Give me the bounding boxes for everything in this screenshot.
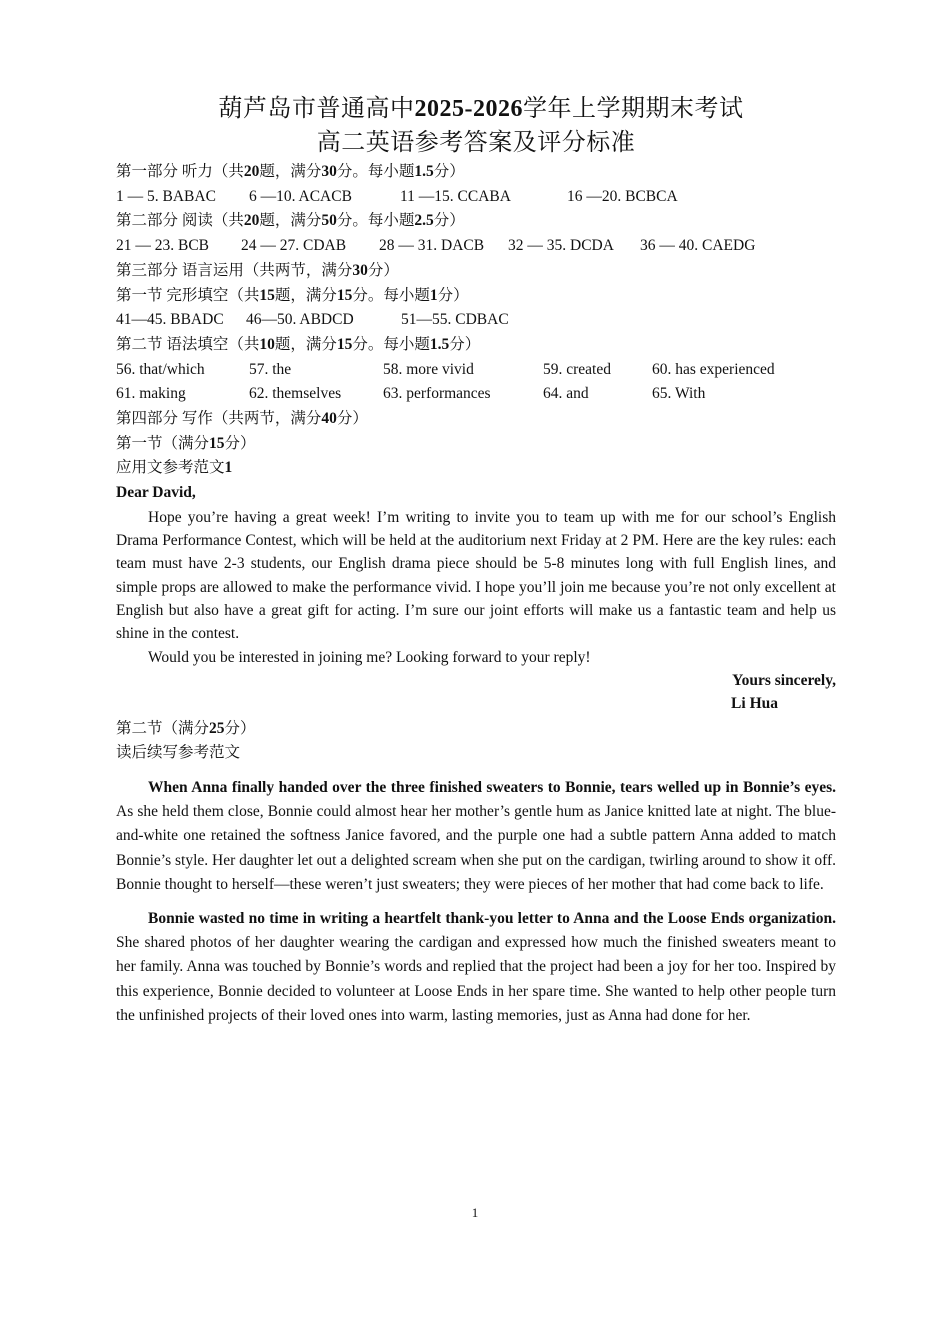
answer-group: 21 — 23. BCB (116, 237, 210, 255)
grammar-answer: 57. the (249, 360, 292, 378)
continuation-label: 读后续写参考范文 (116, 744, 241, 762)
answer-group: 1 — 5. BABAC (116, 187, 216, 205)
grammar-answer: 62. themselves (249, 385, 342, 403)
writing-sec2-heading: 第二节（满分25分） (116, 719, 256, 737)
page-title (126, 92, 836, 126)
grammar-answer: 59. created (543, 360, 611, 378)
letter-body: Hope you’re having a great week! I’m writing to invite you to team up with me for our school’s English Drama Performance Contest, which will be held at the auditorium next Friday at 2 PM. Here are the key rules: each team must have 2-3 students, our English drama piece should be 5-8 minutes long with full English lines, and simple props are allowed to make the performance vivid. I hope you’ll join me because you’re not only excellent at English but also have a great gift for acting. I’m sure our joint efforts will make us a fantastic team and help us shine in the contest. (116, 508, 836, 643)
story-paragraph-1: When Anna finally handed over the three finished sweaters to Bonnie, tears welled up in Bonnie’s eyes. As she held them close, Bonnie could almost hear her mother’s gentle hum as Janice knitted late at night. The blue-and-white one retained the softness Janice favored, and the purple one had a subtle pattern Anna added to match Bonnie’s style. Her daughter let out a delighted scream when she put on the cardigan, twirling around to show it off. Bonnie thought to herself—these weren’t just sweaters; they were pieces of her mother that had come back to life. (116, 778, 836, 893)
cloze-answers (116, 308, 836, 333)
letter-signature: Li Hua (731, 695, 778, 713)
title-year: 2025-2026 (414, 96, 523, 122)
sample-letter-label: 应用文参考范文1 (116, 459, 233, 477)
answer-group: 24 — 27. CDAB (241, 237, 347, 255)
reading-answers (116, 234, 836, 259)
cloze-heading: 第一节 完形填空（共15题，满分15分。每小题1分） (116, 286, 469, 304)
answer-group: 32 — 35. DCDA (508, 237, 614, 255)
answer-group: 11 —15. CCABA (400, 187, 511, 205)
answer-group: 46—50. ABDCD (246, 311, 354, 329)
answer-group: 51—55. CDBAC (401, 311, 509, 329)
grammar-answers-row1 (116, 358, 836, 383)
grammar-answer: 65. With (652, 385, 706, 403)
grammar-answer: 58. more vivid (383, 360, 474, 378)
title-part: 葫芦岛市普通高中 (218, 96, 415, 122)
grammar-answer: 61. making (116, 385, 186, 403)
grammar-answer: 63. performances (383, 385, 491, 403)
grammar-answers-row2 (116, 382, 836, 407)
part3-heading: 第三部分 语言运用（共两节，满分30分） (116, 261, 399, 279)
letter-closing-line: Would you be interested in joining me? Looking forward to your reply! (148, 648, 591, 666)
part1-heading: 第一部分 听力（共20题，满分30分。每小题1.5分） (116, 163, 465, 180)
page-number: 1 (471, 1205, 479, 1220)
letter-greeting: Dear David, (116, 484, 196, 502)
grammar-answer: 64. and (543, 385, 589, 403)
answer-group: 16 —20. BCBCA (567, 187, 678, 205)
writing-sec1-heading: 第一节（满分15分） (116, 434, 256, 452)
letter-signoff: Yours sincerely, (732, 671, 836, 689)
grammar-heading: 第二节 语法填空（共10题，满分15分。每小题1.5分） (116, 335, 481, 353)
grammar-answer: 56. that/which (116, 360, 205, 378)
story-paragraph-2: Bonnie wasted no time in writing a heartfelt thank-you letter to Anna and the Loose Ends organization. She shared photos of her daughter wearing the cardigan and expressed how much the finished sweaters meant to her family. Anna was touched by Bonnie’s words and replied that the project had been a joy for her too. Inspired by this experience, Bonnie decided to volunteer at Loose Ends in her spare time. She wanted to help other people turn the unfinished projects of their loved ones into warm, lasting memories, just as Anna had done for her. (116, 909, 836, 1024)
answer-group: 6 —10. ACACB (249, 187, 352, 205)
part2-heading: 第二部分 阅读（共20题，满分50分。每小题2.5分） (116, 212, 465, 230)
listening-answers (116, 185, 836, 210)
part4-heading: 第四部分 写作（共两节，满分40分） (116, 410, 368, 428)
answer-key-page (116, 92, 836, 1028)
title-part: 学年上学期期末考试 (523, 96, 744, 122)
page-subtitle: 高二英语参考答案及评分标准 (316, 130, 636, 156)
grammar-answer: 60. has experienced (652, 360, 775, 378)
answer-group: 36 — 40. CAEDG (640, 237, 756, 255)
answer-group: 28 — 31. DACB (379, 237, 485, 255)
answer-group: 41—45. BBADC (116, 311, 224, 329)
